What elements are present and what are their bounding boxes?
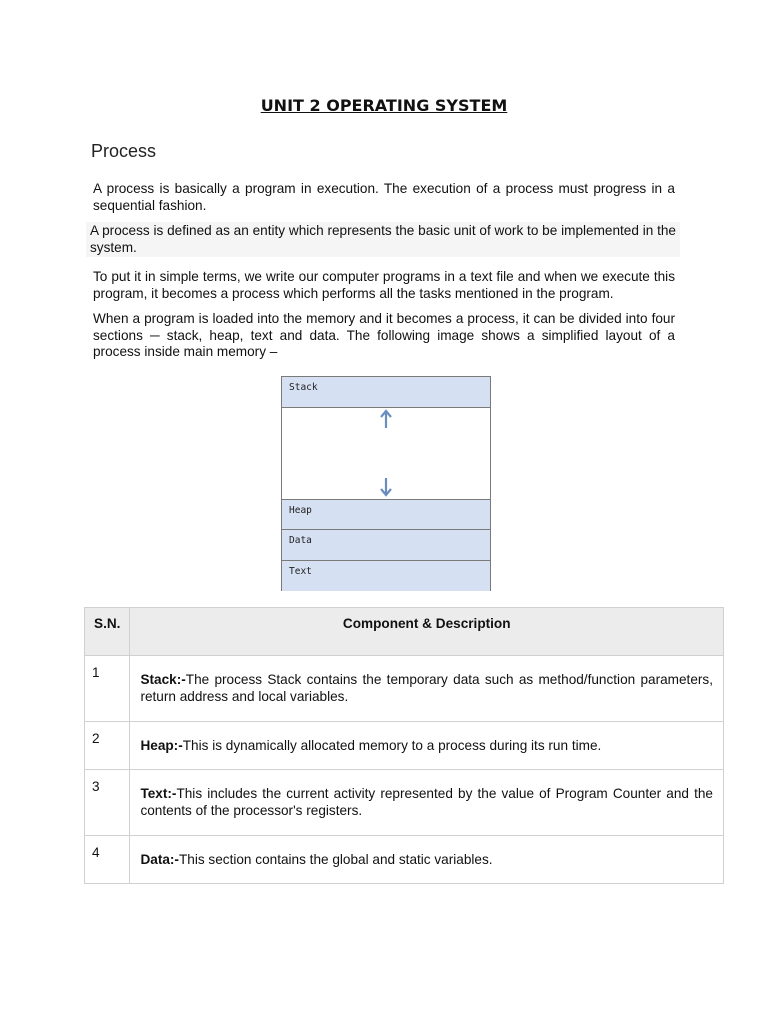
row-number: 1 [85, 656, 130, 722]
header-component-description: Component & Description [130, 608, 724, 656]
component-text: The process Stack contains the temporary data such as method/function parameters, return address and local variables. [140, 672, 713, 704]
component-term: Data:- [140, 852, 179, 867]
row-number: 4 [85, 836, 130, 884]
paragraph-memory-layout: When a program is loaded into the memory and it becomes a process, it can be divided into four sections ─ stack, heap, text and data. The following image shows a simplified layout of a process inside main memory – [93, 311, 675, 359]
free-space-segment [282, 408, 490, 500]
text-segment [282, 561, 490, 591]
text-segment-label: Text [289, 566, 312, 577]
component-table [84, 607, 724, 884]
row-number: 3 [85, 770, 130, 836]
component-term: Text:- [140, 786, 177, 801]
section-heading: Process [91, 141, 157, 161]
stack-segment-label: Stack [289, 382, 318, 393]
table-row [85, 836, 724, 884]
heap-segment-label: Heap [289, 505, 312, 516]
component-text: This includes the current activity represented by the value of Program Counter and the contents of the processor's registers. [140, 786, 713, 818]
paragraph-entity: A process is defined as an entity which represents the basic unit of work to be implemented in the system. [86, 222, 680, 257]
row-number: 2 [85, 722, 130, 770]
component-text: This is dynamically allocated memory to a process during its run time. [182, 738, 602, 753]
document-title: UNIT 2 OPERATING SYSTEM [260, 96, 508, 115]
table-row [85, 722, 724, 770]
component-text: This section contains the global and static variables. [178, 852, 493, 867]
row-description [130, 656, 724, 722]
arrow-up-icon [377, 408, 395, 430]
data-segment [282, 530, 490, 561]
heap-segment [282, 500, 490, 530]
row-description [130, 770, 724, 836]
data-segment-label: Data [289, 535, 312, 546]
table-header-row [85, 608, 724, 656]
paragraph-simple-terms: To put it in simple terms, we write our computer programs in a text file and when we execute this program, it becomes a process which performs all the tasks mentioned in the program. [93, 269, 675, 301]
table-row [85, 770, 724, 836]
table-row [85, 656, 724, 722]
row-description [130, 722, 724, 770]
row-description [130, 836, 724, 884]
paragraph-definition: A process is basically a program in execution. The execution of a process must progress in a sequential fashion. [93, 181, 675, 213]
memory-layout-diagram [281, 376, 491, 591]
component-term: Stack:- [140, 672, 186, 687]
arrow-down-icon [377, 476, 395, 498]
component-term: Heap:- [140, 738, 183, 753]
stack-segment [282, 377, 490, 408]
header-sn: S.N. [85, 608, 130, 656]
